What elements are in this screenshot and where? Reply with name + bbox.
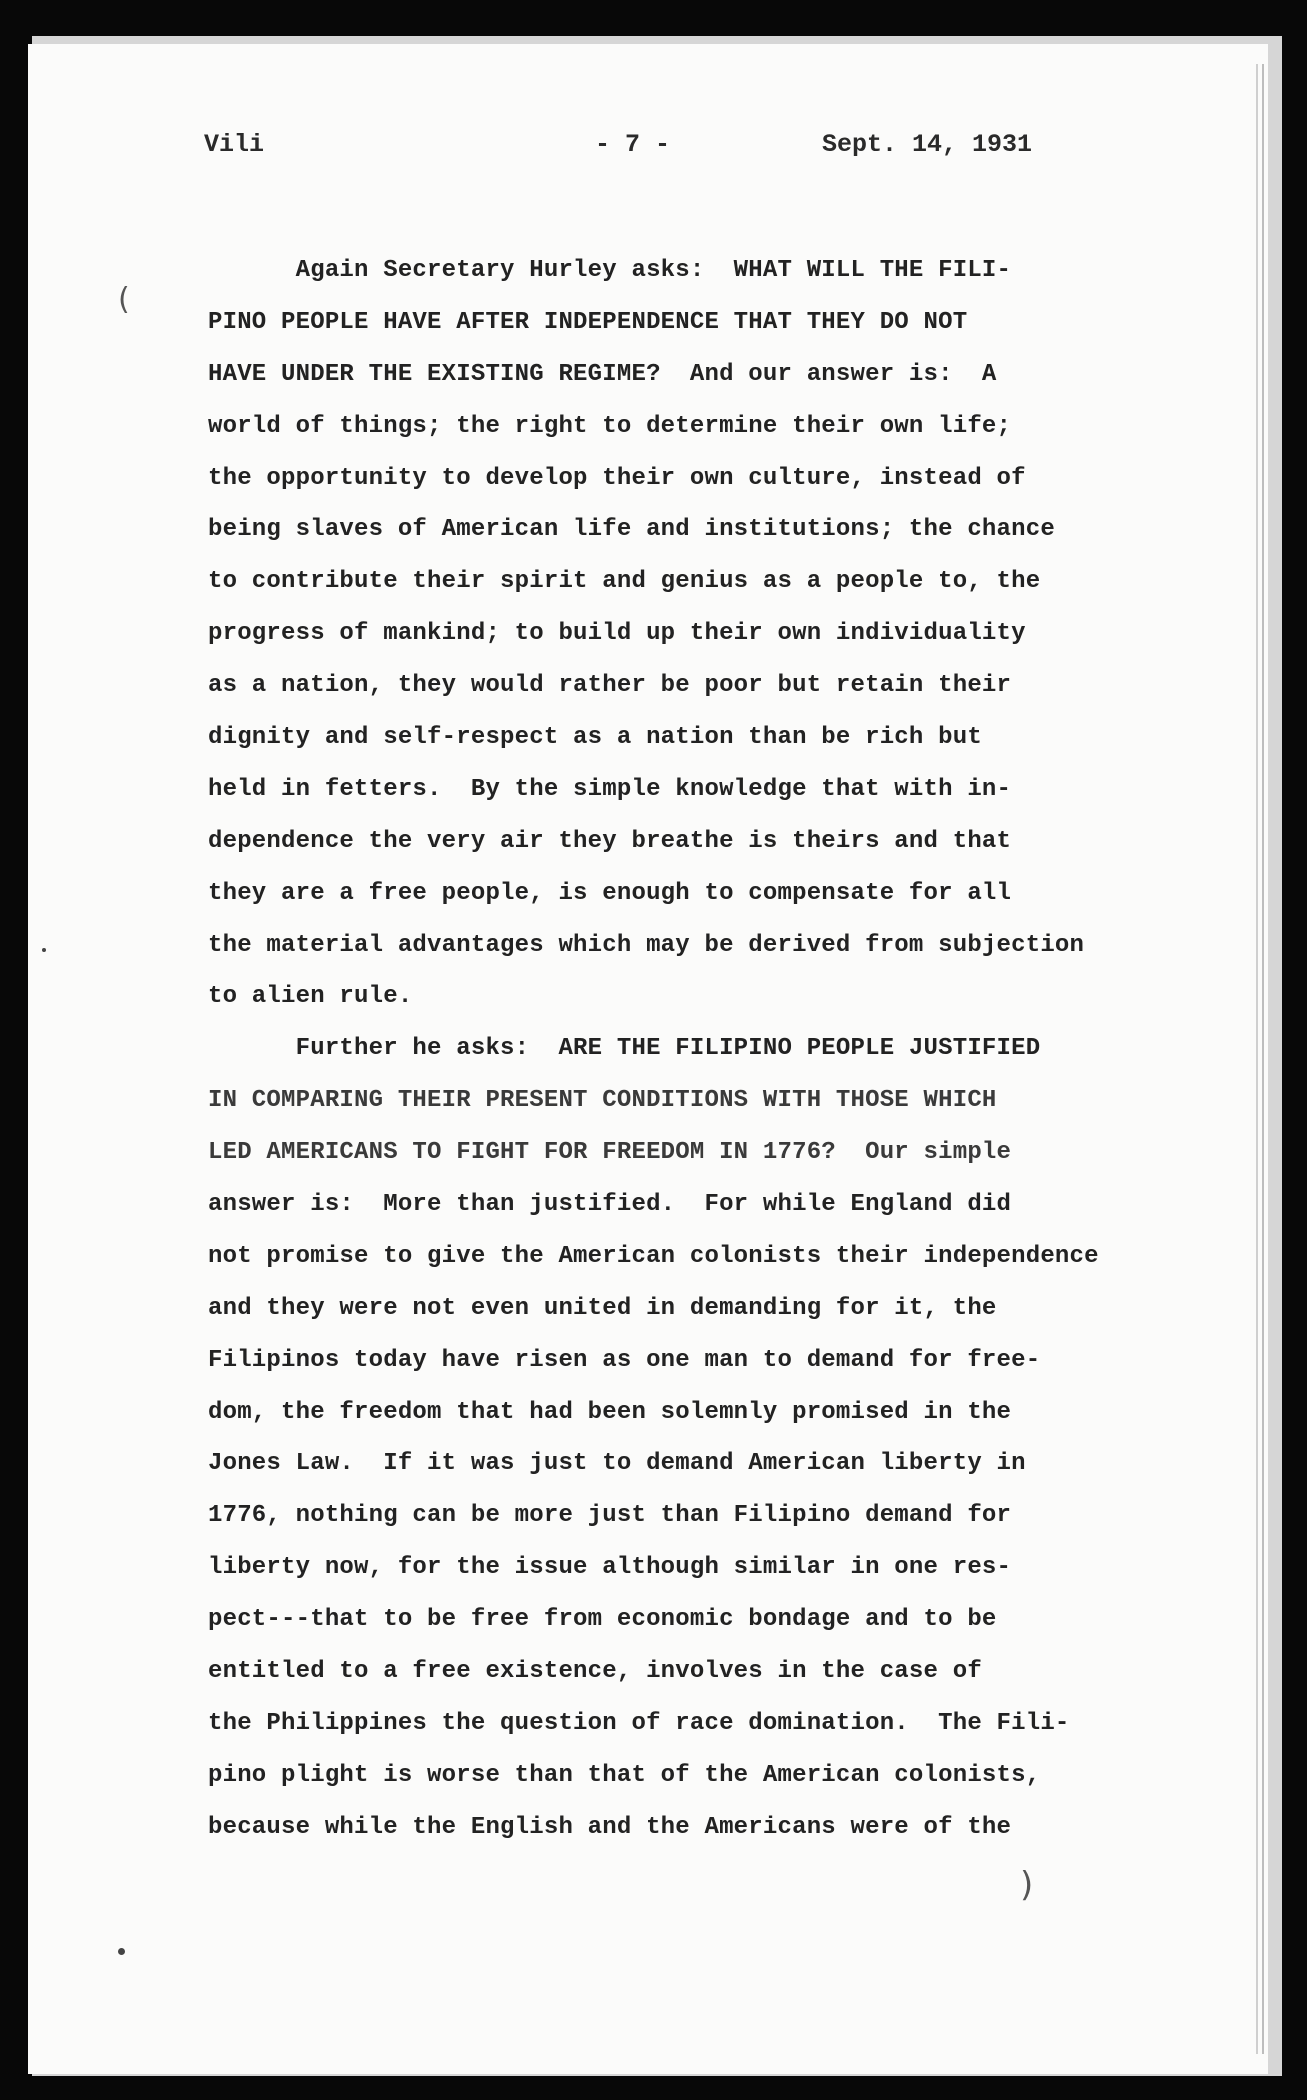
text-line: dom, the freedom that had been solemnly promised in the <box>208 1398 1012 1426</box>
ink-spot <box>42 948 46 952</box>
header-initials: Vili <box>204 130 265 159</box>
text-line: pect---that to be free from economic bondage and to be <box>208 1606 997 1634</box>
header-date: Sept. 14, 1931 <box>822 130 1033 159</box>
page-header <box>0 130 1307 170</box>
text-line: dignity and self-respect as a nation than be rich but <box>208 724 982 752</box>
text-line: PINO PEOPLE HAVE AFTER INDEPENDENCE THAT THEY DO NOT <box>208 308 968 336</box>
text-line: world of things; the right to determine their own life; <box>208 412 1012 440</box>
text-line: not promise to give the American colonists their independence <box>208 1242 1099 1270</box>
text-line: answer is: More than justified. For while England did <box>208 1191 1012 1219</box>
text-line: held in fetters. By the simple knowledge that with in- <box>208 775 1012 803</box>
text-line: the opportunity to develop their own culture, instead of <box>208 464 1026 492</box>
text-line: 1776, nothing can be more just than Filipino demand for <box>208 1502 1012 1530</box>
text-line: the Philippines the question of race domination. The Fili- <box>208 1709 1070 1737</box>
text-line: liberty now, for the issue although similar in one res- <box>208 1554 1012 1582</box>
text-line: to alien rule. <box>208 983 413 1011</box>
text-line: Further he asks: ARE THE FILIPINO PEOPLE JUSTIFIED <box>208 1035 1041 1063</box>
text-line: LED AMERICANS TO FIGHT FOR FREEDOM IN 1776? Our simple <box>208 1139 1012 1167</box>
page-number: - 7 - <box>595 130 671 159</box>
ink-spot <box>118 1948 125 1955</box>
text-line: as a nation, they would rather be poor but retain their <box>208 672 1012 700</box>
text-line: progress of mankind; to build up their own individuality <box>208 620 1026 648</box>
text-line: Filipinos today have risen as one man to demand for free- <box>208 1346 1041 1374</box>
text-line: being slaves of American life and institutions; the chance <box>208 516 1055 544</box>
margin-mark: ) <box>1020 1865 1034 1905</box>
page-edge <box>1262 64 1264 2054</box>
text-line: entitled to a free existence, involves in the case of <box>208 1658 982 1686</box>
text-line: Jones Law. If it was just to demand American liberty in <box>208 1450 1026 1478</box>
text-line: Again Secretary Hurley asks: WHAT WILL THE FILI- <box>208 257 1012 284</box>
text-line: pino plight is worse than that of the American colonists, <box>208 1761 1041 1789</box>
typed-body <box>208 245 1218 1854</box>
margin-mark: ( <box>118 282 130 317</box>
text-line: because while the English and the Americans were of the <box>208 1813 1012 1841</box>
text-line: IN COMPARING THEIR PRESENT CONDITIONS WITH THOSE WHICH <box>208 1087 997 1115</box>
text-line: dependence the very air they breathe is theirs and that <box>208 827 1012 855</box>
text-line: the material advantages which may be derived from subjection <box>208 931 1085 959</box>
text-line: to contribute their spirit and genius as a people to, the <box>208 568 1041 596</box>
text-line: they are a free people, is enough to compensate for all <box>208 879 1012 907</box>
text-line: HAVE UNDER THE EXISTING REGIME? And our answer is: A <box>208 360 997 388</box>
text-line: and they were not even united in demanding for it, the <box>208 1294 997 1322</box>
page-edge <box>1256 64 1258 2054</box>
